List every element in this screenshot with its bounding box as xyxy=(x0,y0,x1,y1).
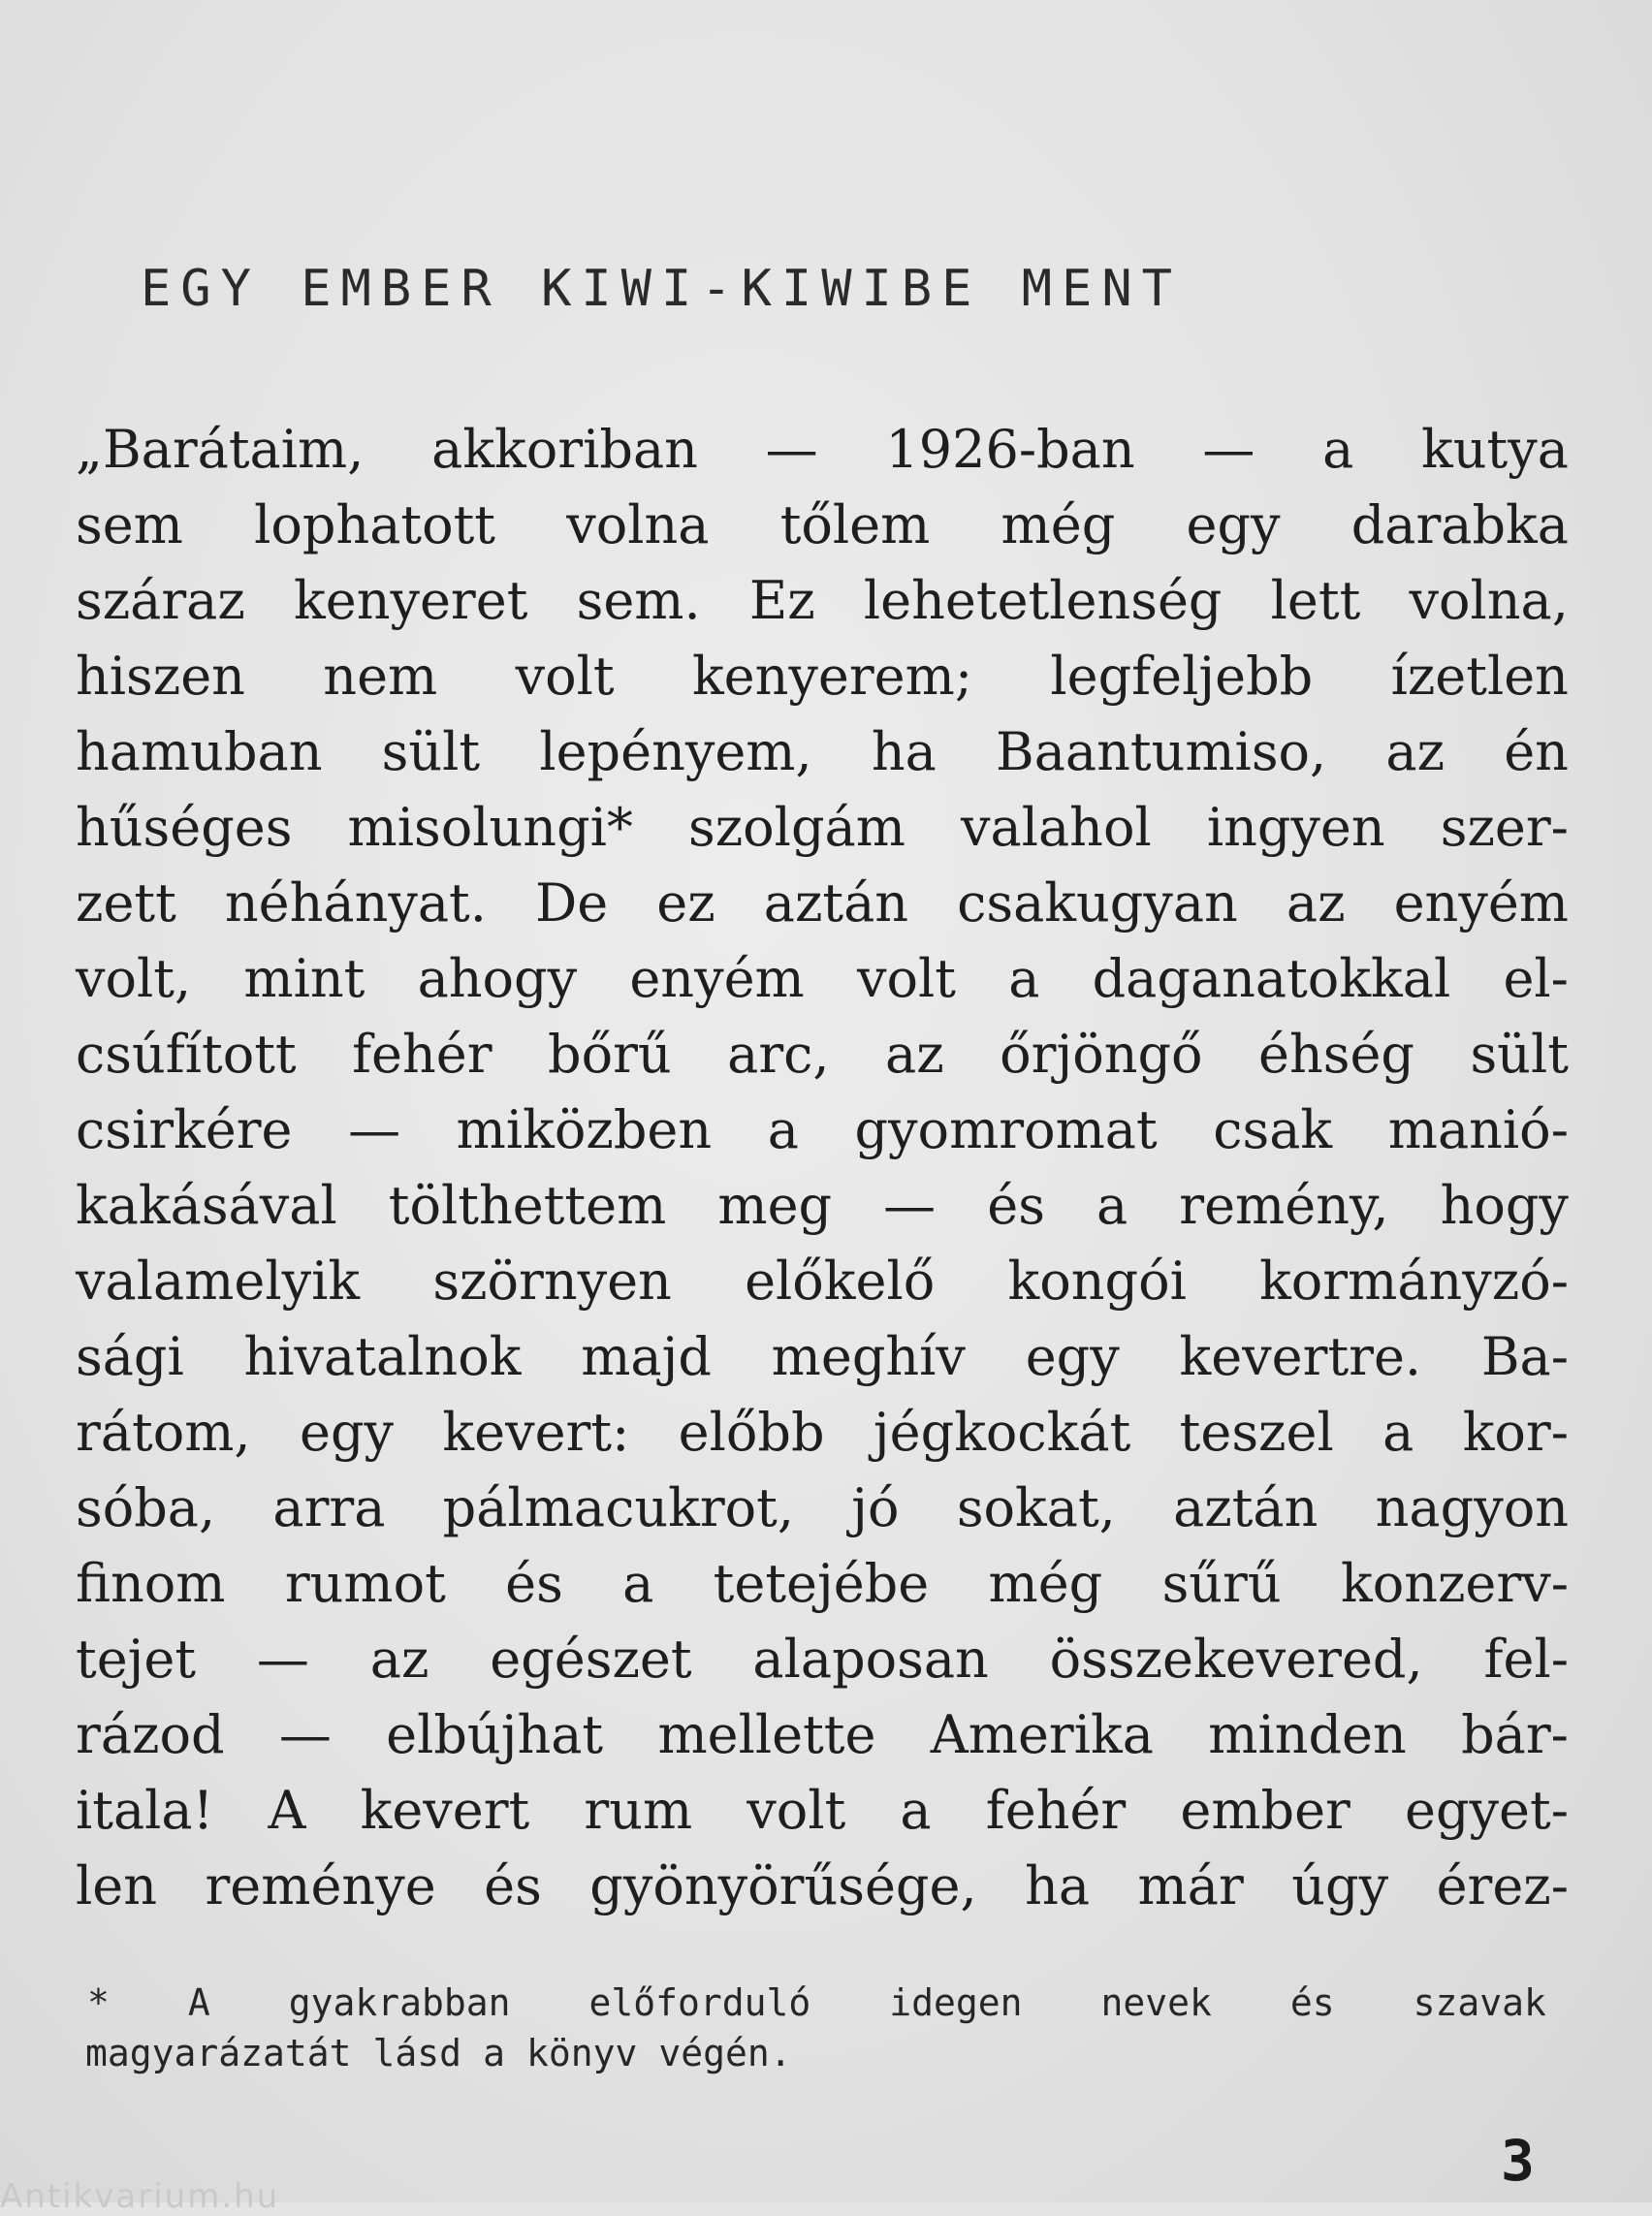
text-line: kakásával tölthettem meg — és a remény, hogy xyxy=(76,1175,1569,1236)
text-line: volt, mint ahogy enyém volt a daganatokkal el- xyxy=(76,948,1569,1009)
watermark: Antikvarium.hu xyxy=(0,2177,280,2216)
chapter-title: EGY EMBER KIWI-KIWIBE MENT xyxy=(141,260,1182,318)
body-text xyxy=(76,412,1569,1924)
text-line: sóba, arra pálmacukrot, jó sokat, aztán nagyon xyxy=(76,1477,1569,1538)
footnote xyxy=(87,1978,1546,2078)
text-line: finom rumot és a tetejébe még sűrű konzerv- xyxy=(76,1553,1569,1614)
footnote-line: magyarázatát lásd a könyv végén. xyxy=(85,2032,792,2074)
text-line: valamelyik szörnyen előkelő kongói kormányzó- xyxy=(76,1250,1569,1312)
text-line: sem lophatott volna tőlem még egy darabka xyxy=(76,494,1569,555)
text-line: tejet — az egészet alaposan összekevered, fel- xyxy=(76,1629,1569,1690)
text-line: zett néhányat. De ez aztán csakugyan az enyém xyxy=(76,872,1569,934)
footnote-line: * A gyakrabban előforduló idegen nevek és szavak xyxy=(87,1981,1546,2024)
text-line: hűséges misolungi* szolgám valahol ingyen szer- xyxy=(76,797,1569,858)
text-line: csúfított fehér bőrű arc, az őrjöngő éhség sült xyxy=(76,1024,1569,1085)
page-number: 3 xyxy=(1501,2128,1535,2194)
text-line: rázod — elbújhat mellette Amerika minden bár- xyxy=(76,1704,1569,1765)
text-line: hamuban sült lepényem, ha Baantumiso, az én xyxy=(76,721,1569,782)
text-line: rátom, egy kevert: előbb jégkockát teszel a kor- xyxy=(76,1402,1569,1463)
text-line: csirkére — miközben a gyomromat csak manió- xyxy=(76,1099,1569,1160)
text-line: len reménye és gyönyörűsége, ha már úgy érez- xyxy=(76,1855,1569,1916)
text-line: száraz kenyeret sem. Ez lehetetlenség lett volna, xyxy=(76,570,1569,631)
text-line: hiszen nem volt kenyerem; legfeljebb ízetlen xyxy=(76,646,1569,707)
text-line: sági hivatalnok majd meghív egy kevertre. Ba- xyxy=(76,1326,1569,1387)
text-line: „Barátaim, akkoriban — 1926-ban — a kutya xyxy=(76,419,1569,480)
text-line: itala! A kevert rum volt a fehér ember egyet- xyxy=(76,1780,1569,1841)
